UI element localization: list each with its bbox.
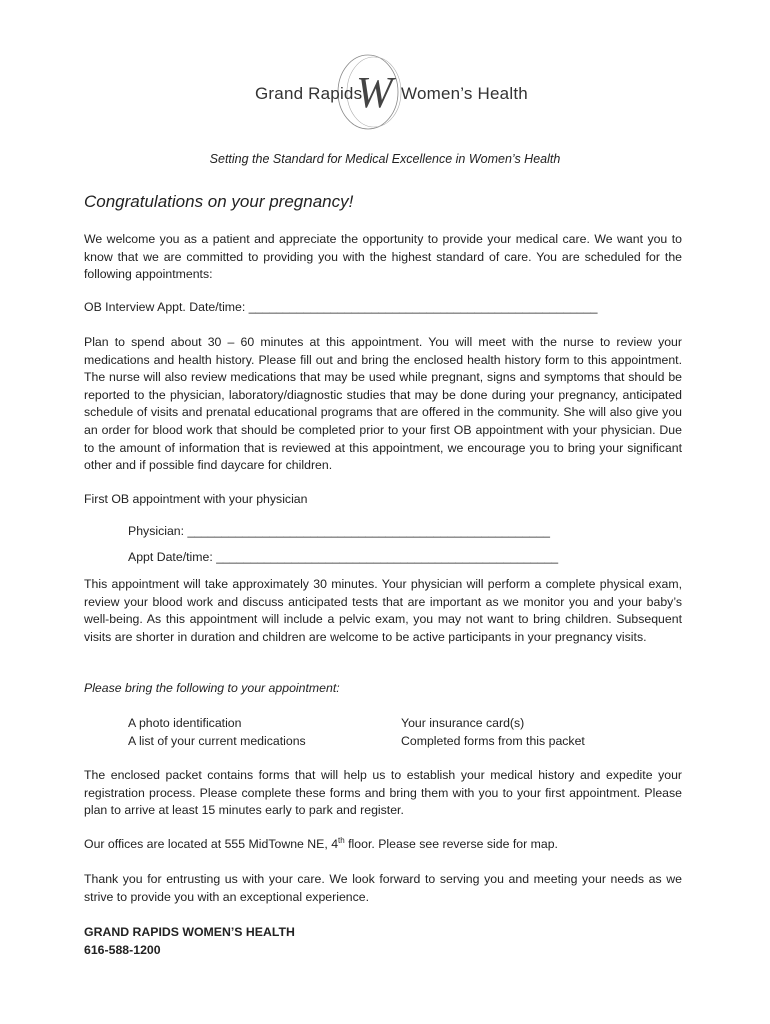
tagline: Setting the Standard for Medical Excellence in Women’s Health [209, 152, 561, 166]
office-location [84, 836, 558, 851]
bring-heading: Please bring the following to your appointment: [84, 681, 340, 695]
office-text-before: Our offices are located at 555 MidTowne NE, 4 [84, 837, 339, 852]
appt-date-label: Appt Date/time: [128, 550, 213, 564]
physician-line [128, 524, 550, 538]
physician-blank: _____________________________________________________ [187, 524, 550, 538]
office-ordinal: th [338, 836, 345, 845]
first-ob-title: First OB appointment with your physician [84, 492, 308, 506]
list-item: Your insurance card(s) [401, 716, 525, 730]
footer-phone: 616-588-1200 [84, 943, 161, 957]
appt-date-blank: __________________________________________________ [216, 550, 559, 564]
ob-interview-blank: ___________________________________________________ [248, 300, 598, 314]
bring-list-left [128, 714, 306, 750]
appt-date-line [128, 550, 558, 564]
appointment-paragraph: This appointment will take approximately 30 minutes. Your physician will perform a complete physical exam, review your blood work and discuss anticipated tests that are important as we monitor you and your baby’s well-being. As this appointment will include a pelvic exam, you may not want to bring children. Subsequent visits are shorter in duration and children are welcome to be active participants in your pregnancy visits. [84, 577, 682, 644]
ob-interview-line [84, 300, 598, 314]
logo-left-text: Grand Rapids [255, 84, 363, 103]
list-item: A photo identification [128, 716, 242, 730]
office-text-after: floor. Please see reverse side for map. [344, 837, 558, 852]
list-item: Completed forms from this packet [401, 734, 585, 748]
ob-interview-label: OB Interview Appt. Date/time: [84, 300, 246, 314]
intro-paragraph: We welcome you as a patient and appreciate the opportunity to provide your medical care. We want you to know that we are committed to providing you with the highest standard of care. You are scheduled for the following appointments: [84, 232, 682, 282]
list-item: A list of your current medications [128, 734, 306, 748]
bring-list-right [401, 714, 585, 750]
logo [0, 50, 770, 130]
logo-monogram: W [356, 68, 393, 117]
physician-label: Physician: [128, 524, 185, 538]
thanks-paragraph: Thank you for entrusting us with your care. We look forward to serving you and meeting your needs as we strive to provide you with an exceptional experience. [84, 872, 682, 904]
logo-right-text: Women’s Health [401, 84, 528, 103]
plan-paragraph: Plan to spend about 30 – 60 minutes at this appointment. You will meet with the nurse to review your medications and health history. Please fill out and bring the enclosed health history form to this appointment. The nurse will also review medications that may be used while pregnant, signs and symptoms that should be reported to the physician, laboratory/diagnostic studies that may be done during your pregnancy, anticipated schedule of visits and prenatal educational programs that are offered in the community. She will also give you an order for blood work that should be completed prior to your first OB appointment with your physician. Due to the amount of information that is reviewed at this appointment, we encourage you to bring your significant other and if possible find daycare for children. [84, 335, 682, 473]
footer-org: GRAND RAPIDS WOMEN’S HEALTH [84, 925, 295, 939]
packet-paragraph: The enclosed packet contains forms that will help us to establish your medical history and expedite your registration process. Please complete these forms and bring them with you to your first appointment. Please plan to arrive at least 15 minutes early to park and register. [84, 768, 682, 818]
page-title: Congratulations on your pregnancy! [84, 192, 354, 211]
